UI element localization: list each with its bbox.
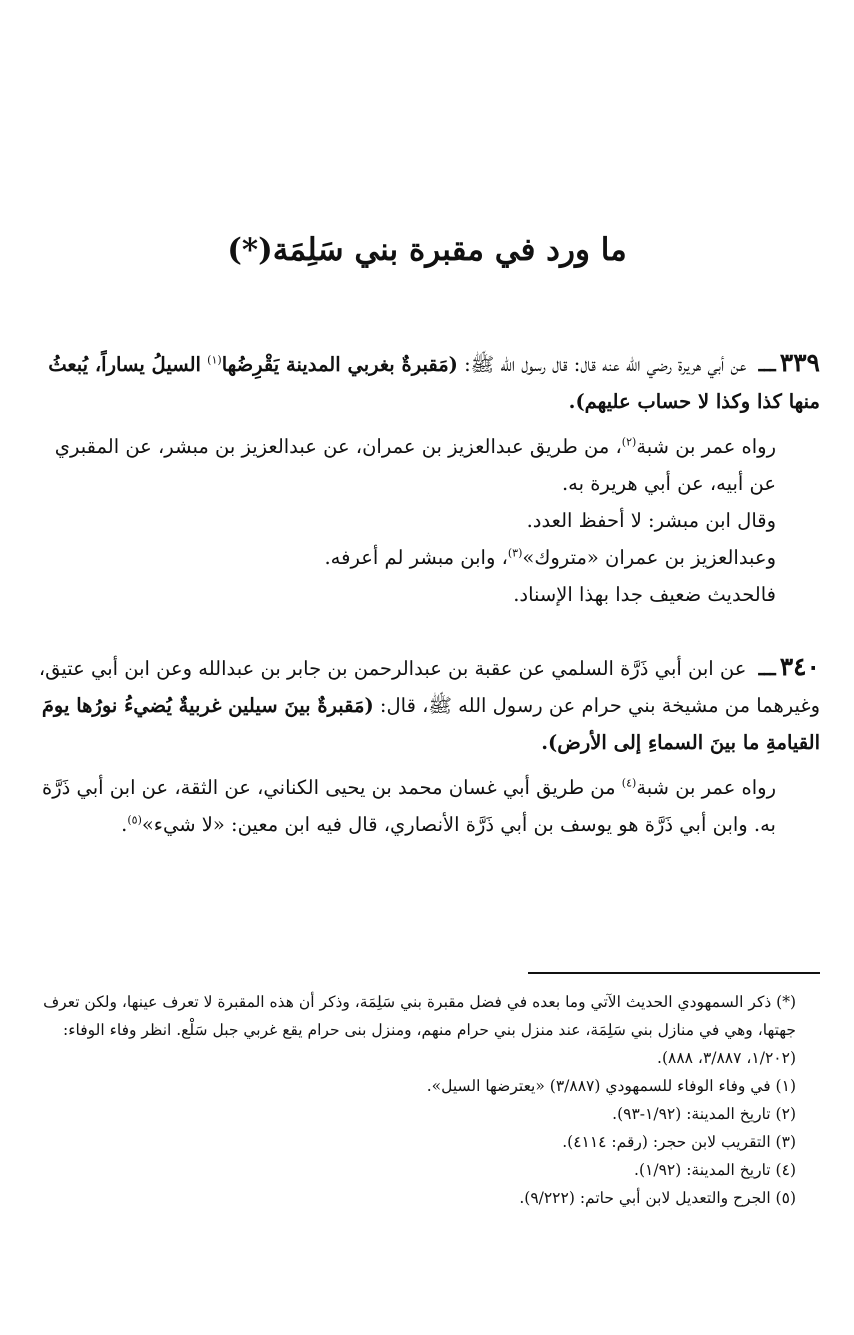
hadith-intro: عن ابن أبي ذَرَّة السلمي عن عقبة بن عبدالرحمن بن جابر بن عبدالله وعن ابن أبي عتيق، وغيرهما من مشيخة بني حرام عن رسول الله ﷺ، قال: bbox=[38, 657, 820, 717]
takhrij-text: من طريق أبي غسان محمد بن يحيى الكناني، عن الثقة، عن ابن أبي ذَرَّة به. وابن أبي ذَرَّة هو يوسف بن أبي ذَرَّة الأنصاري، قال فيه ابن معين: «لا شيء» bbox=[41, 776, 776, 836]
takhrij-paragraph bbox=[30, 428, 820, 502]
footnote-mark: (٢) bbox=[621, 435, 637, 449]
chapter-title: ما ورد في مقبرة بني سَلِمَة(*) bbox=[227, 232, 627, 268]
hadith-number: ٣٣٩ bbox=[779, 348, 820, 377]
footnote-item: (١) في وفاء الوفاء للسمهودي (٣/٨٨٧) «يعترضها السيل». bbox=[426, 1077, 796, 1095]
comment-text: وعبدالعزيز بن عمران «متروك» bbox=[522, 546, 776, 569]
hadith-number: ٣٤٠ bbox=[779, 652, 820, 681]
footnote-star: (*) ذكر السمهودي الحديث الآتي وما بعده في فضل مقبرة بني سَلِمَة، وذكر أن هذه المقبرة لا تعرف عينها، ولكن تعرف جهتها، وهي في منازل بني سَلِمَة، عند منزل بني حرام منهم، ومنزل بنى حرام يقع غربي جبل سَلْع. انظر وفاء الوفاء: (١/٢٠٢، ٣/٨٨٧، ٨٨٨). bbox=[43, 993, 796, 1067]
takhrij-text: رواه عمر بن شبة bbox=[636, 776, 776, 799]
takhrij-text: . bbox=[121, 813, 128, 836]
footnote-mark: (٥) bbox=[127, 813, 142, 827]
footnote-separator bbox=[528, 972, 820, 974]
verdict-line: فالحديث ضعيف جدا بهذا الإسناد. bbox=[513, 583, 776, 606]
footnotes-block bbox=[30, 988, 820, 1212]
takhrij-text: ، من طريق عبدالعزيز بن عمران، عن عبدالعزيز بن مبشر، عن المقبري عن أبيه، عن أبي هريرة به. bbox=[54, 435, 776, 495]
hadith-340-text bbox=[30, 648, 820, 761]
takhrij-text: رواه عمر بن شبة bbox=[636, 435, 776, 458]
comment-line: وقال ابن مبشر: لا أحفظ العدد. bbox=[526, 509, 776, 532]
hadith-quote: السيلُ يساراً، يُبعثُ منها كذا وكذا لا حساب عليهم). bbox=[48, 353, 820, 413]
hadith-dash: ـــ bbox=[758, 353, 776, 376]
hadith-quote: (مَقبرةٌ بينَ سيلين غربيةٌ يُضيءُ نورُها يومَ القيامةِ ما بينَ السماءِ إلى الأرض). bbox=[41, 694, 820, 754]
footnote-mark: (٣) bbox=[507, 546, 523, 560]
comment-text: ، وابن مبشر لم أعرفه. bbox=[324, 546, 508, 569]
footnote-mark: (١) bbox=[207, 353, 222, 367]
footnote-mark: (٤) bbox=[621, 776, 637, 790]
hadith-340-block bbox=[30, 648, 820, 843]
hadith-339-block bbox=[30, 344, 820, 613]
footnote-item: (٤) تاريخ المدينة: (١/٩٢). bbox=[634, 1161, 796, 1179]
footnote-item: (٥) الجرح والتعديل لابن أبي حاتم: (٩/٢٢٢). bbox=[519, 1189, 796, 1207]
hadith-339-text bbox=[30, 344, 820, 420]
takhrij-paragraph bbox=[30, 769, 820, 843]
comment-line bbox=[30, 539, 820, 576]
footnote-item: (٢) تاريخ المدينة: (١/٩٢-٩٣). bbox=[612, 1105, 796, 1123]
hadith-quote: (مَقبرةٌ بغربي المدينة يَقْرِضُها bbox=[221, 353, 458, 376]
hadith-dash: ـــ bbox=[758, 657, 776, 680]
hadith-intro: عن أبي هريرة رضي الله عنه قال: قال رسول الله ﷺ: bbox=[464, 353, 747, 376]
footnote-item: (٣) التقريب لابن حجر: (رقم: ٤١١٤). bbox=[562, 1133, 796, 1151]
